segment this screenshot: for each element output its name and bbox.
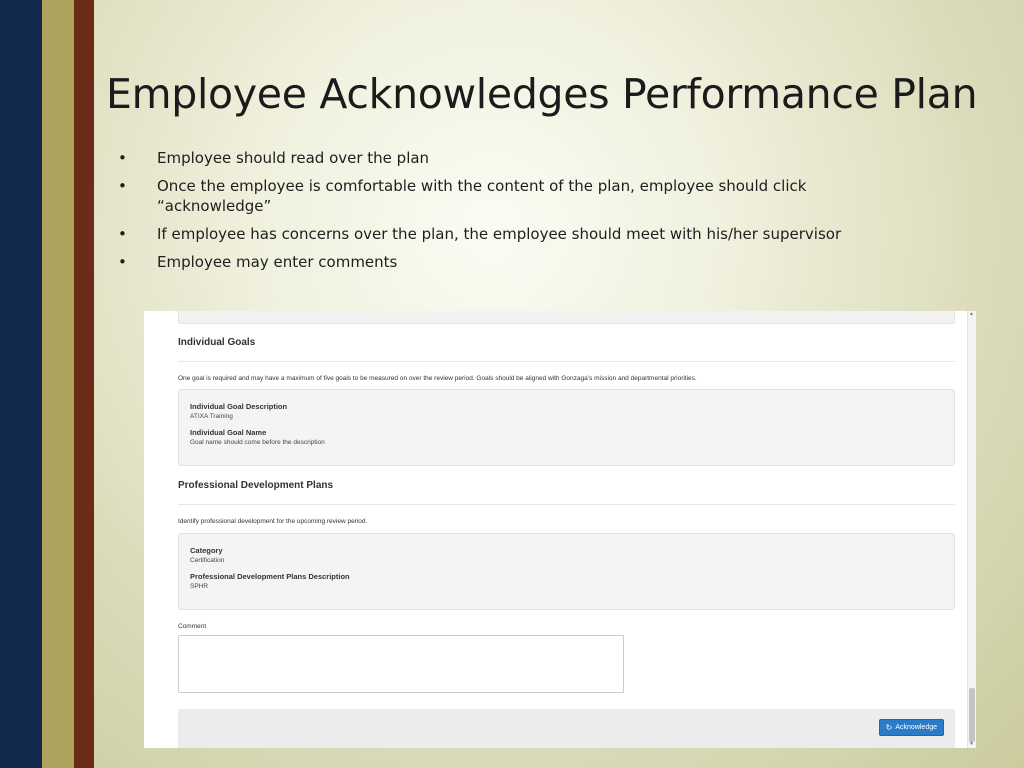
olive-stripe	[42, 0, 74, 768]
section-divider	[178, 361, 955, 362]
goal-name-value: Goal name should come before the description	[190, 439, 325, 446]
bullet-text: Once the employee is comfortable with the content of the plan, employee should click “acknowledge”	[157, 177, 807, 215]
acknowledge-button[interactable]	[879, 719, 944, 736]
section-divider	[178, 504, 955, 505]
individual-goals-heading: Individual Goals	[178, 337, 256, 348]
scroll-down-arrow-icon[interactable]: ▼	[969, 741, 974, 747]
bullet-text: If employee has concerns over the plan, the employee should meet with his/her supervisor	[157, 225, 842, 243]
form-footer	[178, 709, 955, 748]
goal-description-label: Individual Goal Description	[190, 402, 288, 411]
form-screenshot	[144, 311, 976, 748]
refresh-icon: ↻	[885, 722, 893, 732]
goal-description-value: ATIXA Training	[190, 413, 233, 420]
individual-goals-description: One goal is required and may have a maximum of five goals to be measured on over the review period. Goals should be aligned with Gonzaga’s mission and departmental priorities.	[178, 375, 697, 382]
comment-label: Comment	[178, 623, 207, 630]
professional-development-heading: Professional Development Plans	[178, 480, 334, 491]
brown-stripe	[74, 0, 94, 768]
bullet-marker: •	[118, 253, 127, 271]
category-label: Category	[190, 546, 223, 555]
pd-description-value: SPHR	[190, 583, 209, 590]
individual-goal-card	[178, 389, 955, 466]
bullet-item	[118, 224, 918, 244]
bullet-text: Employee may enter comments	[157, 253, 398, 271]
bullet-item	[118, 148, 918, 168]
bullet-item	[118, 252, 918, 272]
previous-section-panel	[178, 311, 955, 324]
bullet-list	[118, 148, 918, 280]
professional-development-card	[178, 533, 955, 610]
scroll-thumb[interactable]	[969, 688, 975, 742]
acknowledge-button-label: Acknowledge	[895, 724, 937, 731]
navy-stripe	[0, 0, 42, 768]
comment-textarea[interactable]	[178, 635, 624, 693]
pd-description-label: Professional Development Plans Description	[190, 572, 350, 581]
bullet-text: Employee should read over the plan	[157, 149, 430, 167]
vertical-scrollbar[interactable]	[967, 311, 976, 748]
bullet-marker: •	[118, 177, 127, 195]
goal-name-label: Individual Goal Name	[190, 428, 267, 437]
bullet-item	[118, 176, 918, 216]
slide-title: Employee Acknowledges Performance Plan	[106, 70, 978, 118]
category-value: Certification	[190, 557, 225, 564]
bullet-marker: •	[118, 225, 127, 243]
professional-development-description: Identify professional development for the upcoming review period.	[178, 518, 368, 525]
bullet-marker: •	[118, 149, 127, 167]
scroll-up-arrow-icon[interactable]: ▲	[969, 311, 974, 317]
